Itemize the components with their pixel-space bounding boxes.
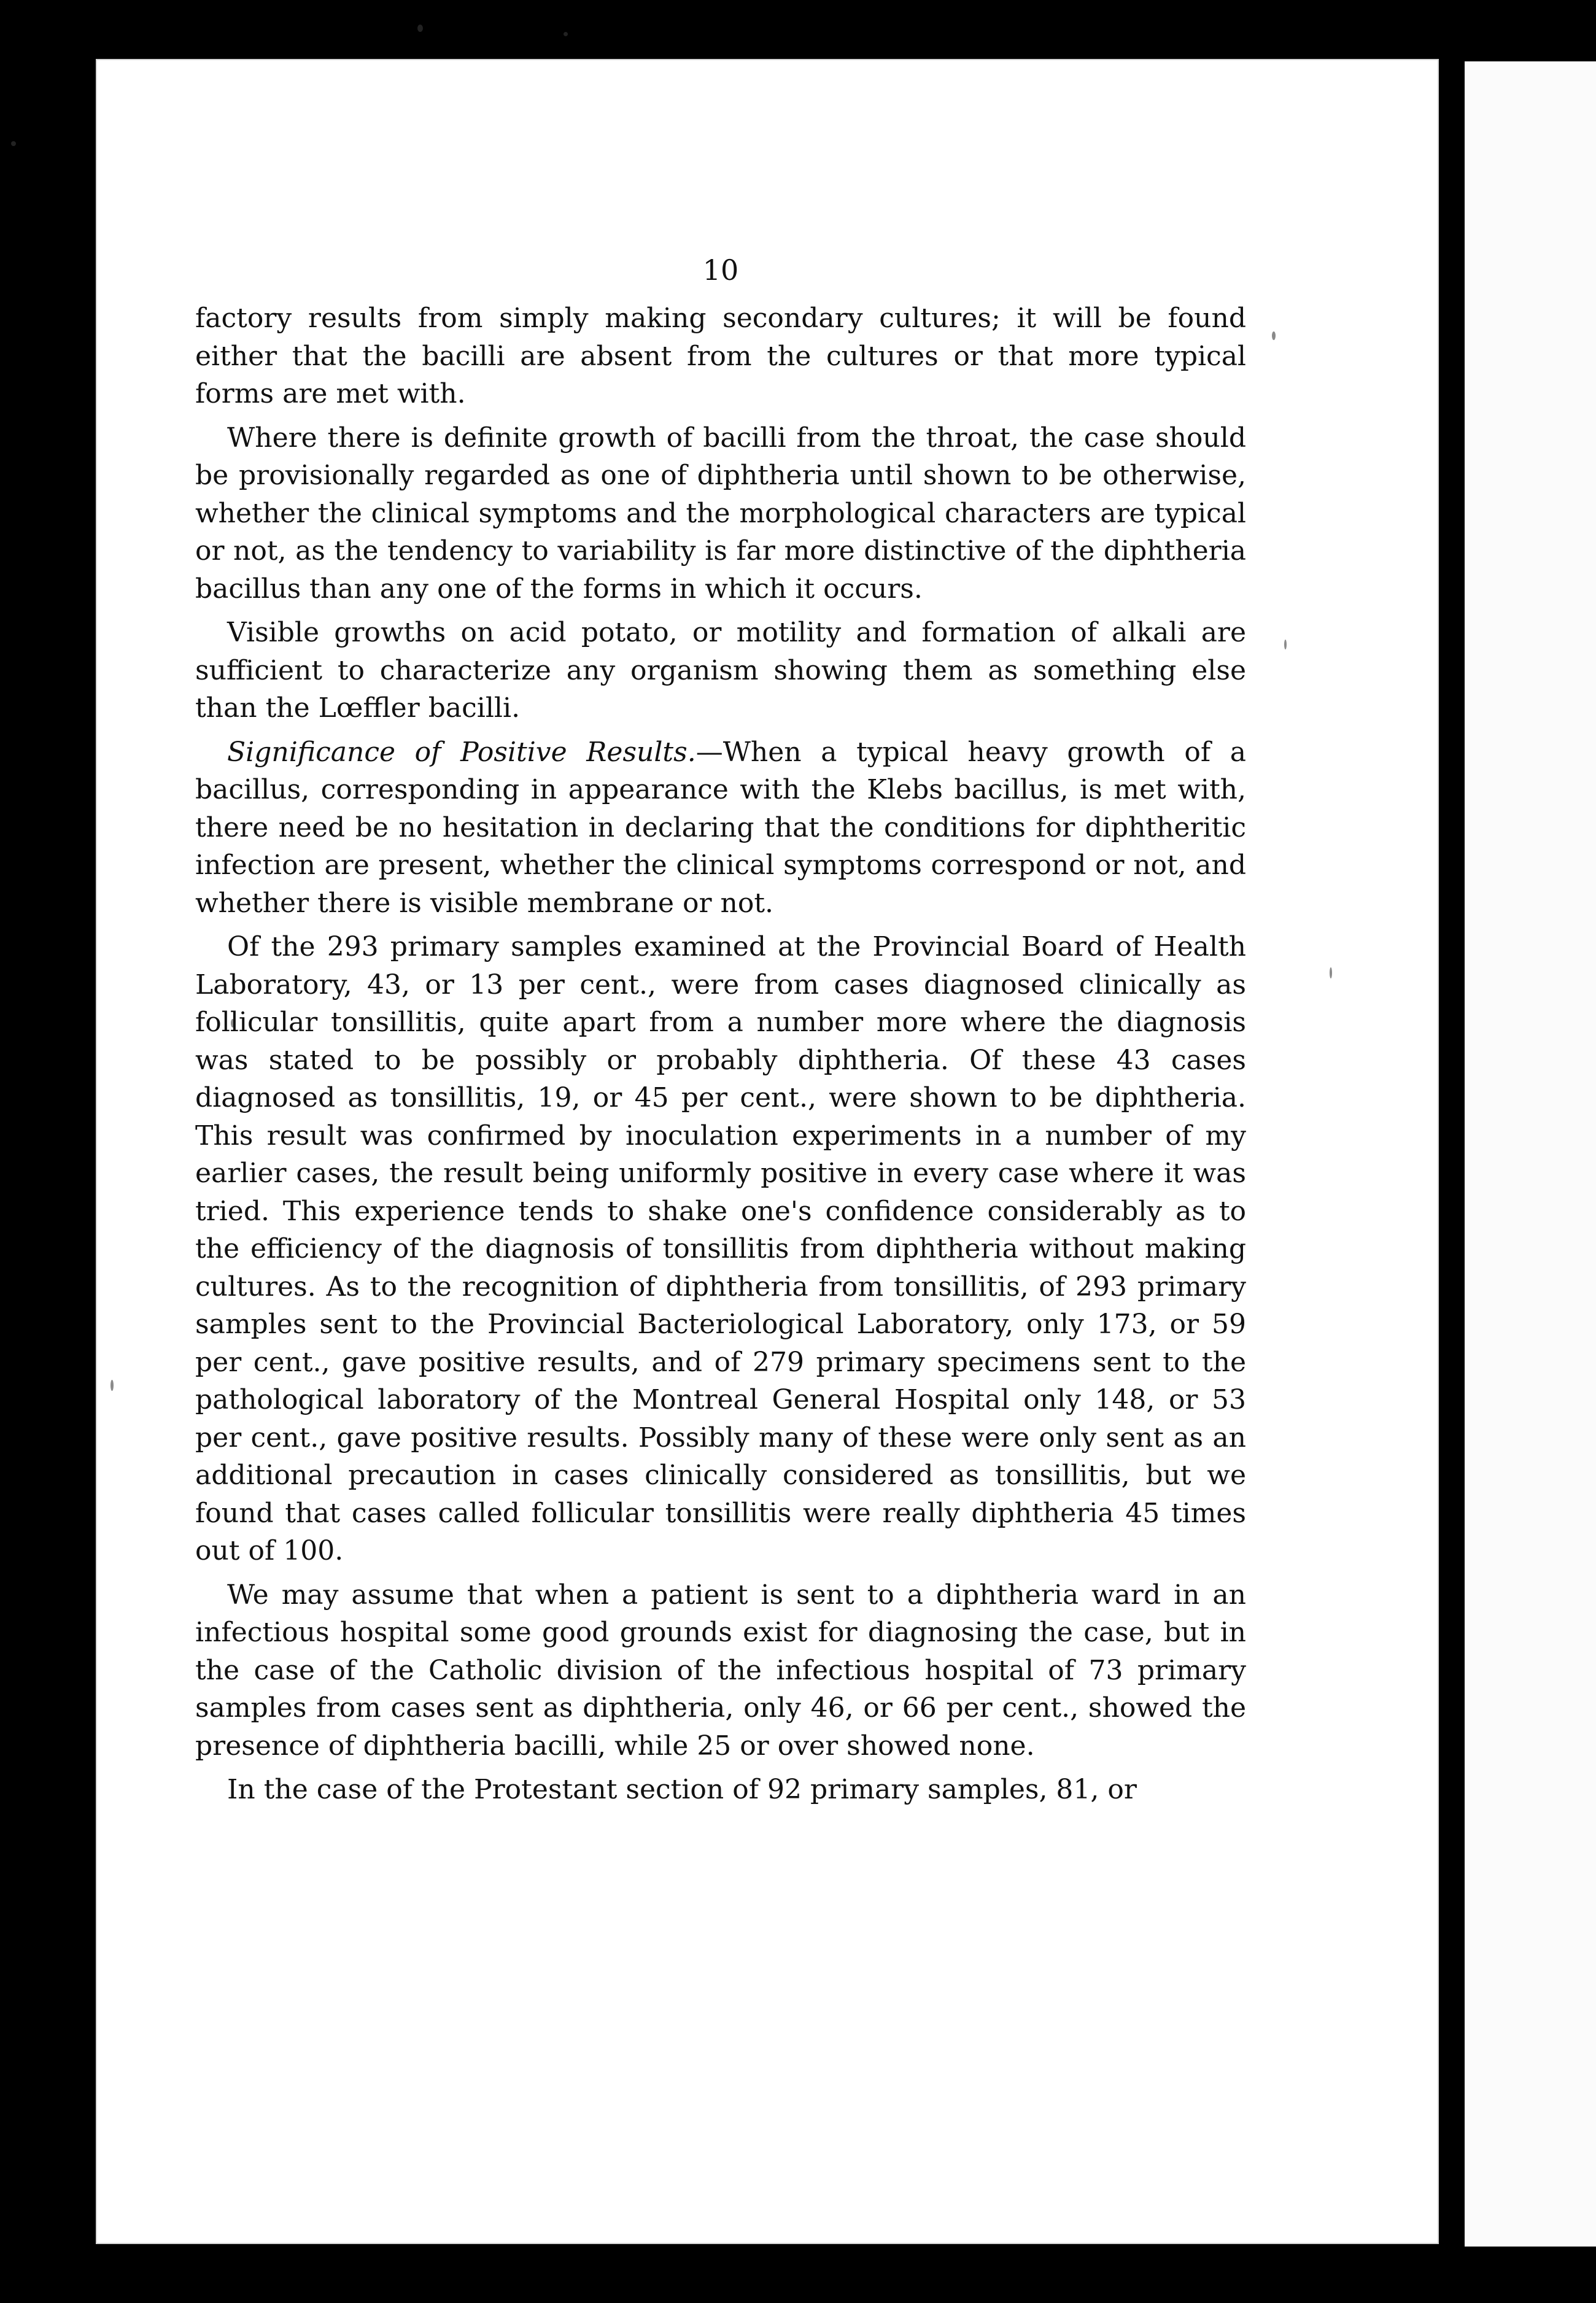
paragraph-text: We may assume that when a patient is sent to a diphtheria ward in an infectious hospital some good grounds exist for diagnosing the case, but in the case of the Catholic division of the infectious hospital of 73 primary samples from cases sent as diphtheria, only 46, or 66 per cent., showed the presence of diphtheria bacilli, while 25 or over showed none.	[195, 1579, 1246, 1762]
paragraph	[195, 928, 1246, 1570]
page-text	[195, 252, 1246, 1815]
paragraph-text: factory results from simply making secondary cultures; it will be found either that the bacilli are absent from the cultures or that more typical forms are met with.	[195, 303, 1246, 409]
scan-speck	[564, 32, 568, 36]
scan-speck	[417, 25, 423, 32]
run-in-heading: Significance of Positive Results.	[227, 736, 696, 768]
scan-speck	[110, 1380, 114, 1391]
paragraph	[195, 733, 1246, 923]
paragraph-text: Where there is definite growth of bacilli from the throat, the case should be provisionally regarded as one of diphtheria until shown to be otherwise, whether the clinical symptoms and the morphological characters are typical or not, as the tendency to variability is far more distinctive of the diphtheria bacillus than any one of the forms in which it occurs.	[195, 422, 1246, 605]
scan-speck	[11, 141, 16, 146]
scan-speck	[1330, 967, 1332, 978]
paragraph-text: Visible growths on acid potato, or motility and formation of alkali are sufficient to characterize any organism showing them as something else than the Lœffler bacilli.	[195, 617, 1246, 724]
facing-page-edge	[1465, 61, 1596, 2247]
page-number: 10	[702, 254, 739, 287]
scan-speck	[1284, 640, 1287, 649]
paragraph	[195, 1576, 1246, 1765]
paragraph-text: —When a typical heavy growth of a bacillus, corresponding in appearance with the Klebs bacillus, is met with, there need be no hesitation in declaring that the conditions for diphtheritic infection are present, whether the clinical symptoms correspond or not, and whether there is visible membrane or not.	[195, 736, 1246, 919]
paragraph	[195, 1771, 1246, 1809]
paragraph-text: Of the 293 primary samples examined at the Provincial Board of Health Laboratory, 43, or 13 per cent., were from cases diagnosed clinically as follicular tonsillitis, quite apart from a number more where the diagnosis was stated to be possibly or probably diphtheria. Of these 43 cases diagnosed as tonsillitis, 19, or 45 per cent., were shown to be diphtheria. This result was confirmed by inoculation experiments in a number of my earlier cases, the result being uniformly positive in every case where it was tried. This experience tends to shake one's confidence considerably as to the efficiency of the diagnosis of tonsillitis from diphtheria without making cultures. As to the recognition of diphtheria from tonsillitis, of 293 primary samples sent to the Provincial Bacteriological Laboratory, only 173, or 59 per cent., gave positive results, and of 279 primary specimens sent to the pathological laboratory of the Montreal General Hospital only 148, or 53 per cent., gave positive results. Possibly many of these were only sent as an additional precaution in cases clinically considered as tonsillitis, but we found that cases called follicular tonsillitis were really diphtheria 45 times out of 100.	[195, 931, 1246, 1566]
paragraph	[195, 419, 1246, 608]
paragraph-text: In the case of the Protestant section of 92 primary samples, 81, or	[227, 1774, 1137, 1805]
paragraph	[195, 614, 1246, 727]
paragraph	[195, 300, 1246, 413]
scan-speck	[1272, 331, 1276, 340]
